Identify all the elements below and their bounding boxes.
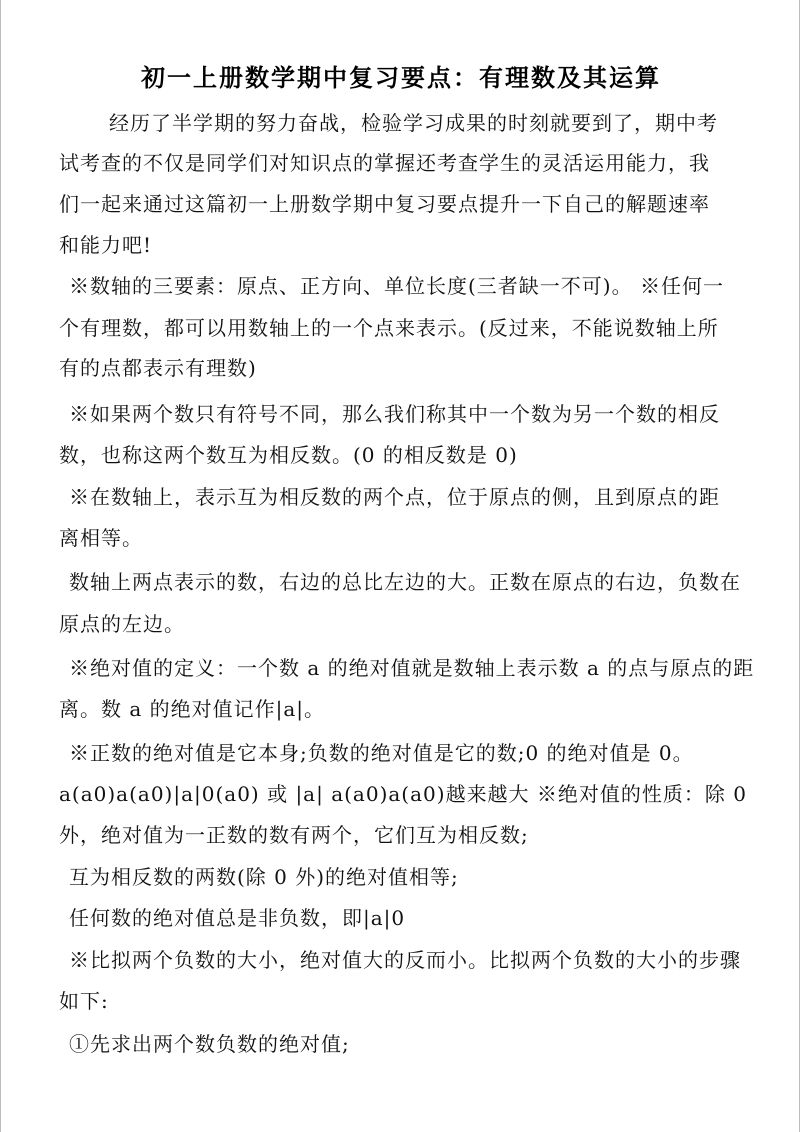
text-line: ※在数轴上，表示互为相反数的两个点，位于原点的侧，且到原点的距	[69, 485, 720, 509]
text-line: 个有理数，都可以用数轴上的一个点来表示。(反过来，不能说数轴上所	[59, 316, 719, 340]
text-line: 任何数的绝对值总是非负数，即|a|0	[69, 906, 406, 930]
text-line: 外，绝对值为一正数的数有两个，它们互为相反数;	[59, 823, 529, 847]
text-line: 和能力吧!	[59, 233, 153, 257]
text-line: 离。数 a 的绝对值记作|a|。	[59, 697, 326, 721]
text-line: 数，也称这两个数互为相反数。(0 的相反数是 0)	[59, 443, 518, 467]
text-line: 有的点都表示有理数)	[59, 356, 257, 380]
text-line: 互为相反数的两数(除 0 外)的绝对值相等;	[69, 865, 459, 889]
text-line: ※绝对值的定义：一个数 a 的绝对值就是数轴上表示数 a 的点与原点的距	[69, 656, 755, 680]
text-line: a(a0)a(a0)|a|0(a0) 或 |a| a(a0)a(a0)越来越大 ※绝对值的性质：除 0	[59, 782, 748, 806]
text-line: 们一起来通过这篇初一上册数学期中复习要点提升一下自己的解题速率	[59, 192, 710, 216]
text-line: 试考查的不仅是同学们对知识点的掌握还考查学生的灵活运用能力，我	[59, 151, 710, 175]
text-line: 数轴上两点表示的数，右边的总比左边的大。正数在原点的右边，负数在	[69, 570, 741, 594]
text-line: ※比拟两个负数的大小，绝对值大的反而小。比拟两个负数的大小的步骤	[69, 948, 741, 972]
text-line: 如下:	[59, 989, 109, 1013]
text-line: ※数轴的三要素：原点、正方向、单位长度(三者缺一不可)。 ※任何一	[69, 274, 724, 298]
text-line: 离相等。	[59, 526, 143, 550]
text-line: ※正数的绝对值是它本身;负数的绝对值是它的数;0 的绝对值是 0。	[69, 741, 694, 765]
page-title: 初一上册数学期中复习要点：有理数及其运算	[141, 63, 661, 92]
text-line: ※如果两个数只有符号不同，那么我们称其中一个数为另一个数的相反	[69, 402, 720, 426]
text-line: 经历了半学期的努力奋战，检验学习成果的时刻就要到了，期中考	[109, 111, 718, 135]
text-line: 原点的左边。	[59, 612, 185, 636]
text-line: ①先求出两个数负数的绝对值;	[69, 1032, 350, 1056]
